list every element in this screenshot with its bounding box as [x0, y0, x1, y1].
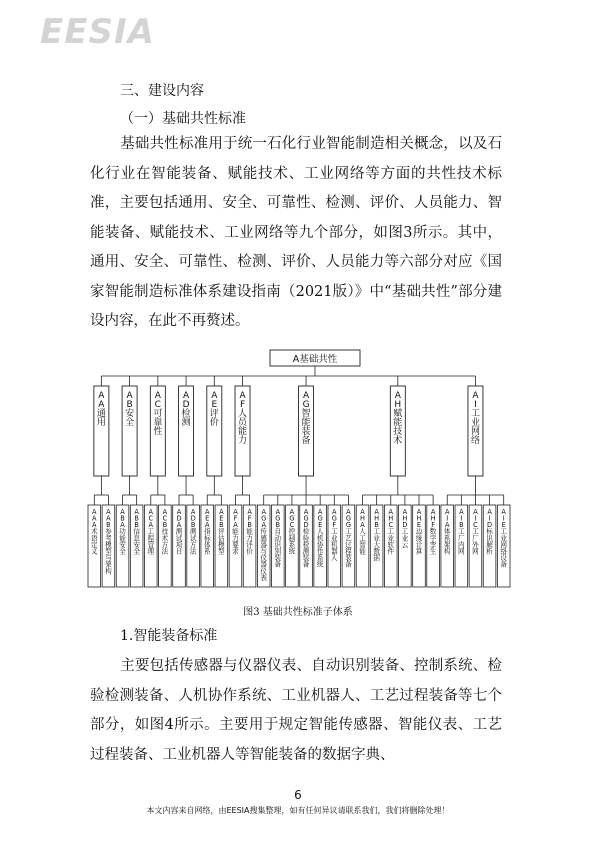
leaf-node-label: 工	[387, 527, 395, 536]
leaf-node-label: G	[261, 514, 267, 523]
leaf-node-label: A	[402, 507, 408, 516]
category-node-label: 评	[209, 409, 219, 420]
leaf-node-label: 数	[429, 527, 437, 536]
leaf-node-label: 估	[218, 534, 225, 543]
category-node-label: A	[98, 400, 105, 411]
category-node-label: A	[302, 391, 310, 402]
leaf-node-label: A	[261, 521, 266, 530]
leaf-node-label: I	[460, 514, 463, 523]
category-node-label: 可	[153, 409, 163, 420]
leaf-node-label: 业	[401, 534, 409, 543]
leaf-node-label: 模	[218, 540, 225, 549]
leaf-node-label: 业	[387, 534, 395, 543]
leaf-node-label: 备	[274, 560, 282, 569]
leaf-node-label: 定	[91, 540, 98, 549]
leaf-node-label: 自	[274, 527, 282, 536]
category-node-label: 术	[393, 436, 403, 447]
leaf-node-label: 识	[274, 540, 282, 549]
category-node-label: A	[239, 391, 246, 402]
leaf-node-label: F	[332, 521, 337, 530]
leaf-node-label: D	[303, 521, 309, 530]
footer-note: 本文内容来自网络，由EESIA搜集整理，如有任何异议请联系我们，我们将删除处理！	[146, 806, 450, 815]
root-node-label: A基础共性	[292, 354, 338, 365]
leaf-node-label: 构	[443, 547, 451, 556]
leaf-node-label: 协	[316, 540, 324, 549]
category-node-label: 能	[301, 418, 311, 429]
leaf-node-label: A	[134, 507, 139, 516]
leaf-node-label: 要	[232, 540, 239, 549]
leaf-node-label: 人	[330, 554, 338, 563]
leaf-node-label: 系	[443, 534, 451, 543]
leaf-node-label: 安	[119, 540, 126, 549]
leaf-node-label: A	[247, 507, 252, 516]
leaf-node-label: B	[106, 521, 111, 530]
leaf-node-label: A	[148, 521, 154, 530]
leaf-node-label: 技	[161, 527, 169, 536]
leaf-node-label: A	[106, 514, 111, 523]
category-node-label: 安	[125, 409, 135, 420]
leaf-node-label: A	[374, 507, 379, 516]
category-node-label: A	[98, 391, 105, 402]
leaf-node-label: A	[459, 507, 464, 516]
leaf-node-label: A	[148, 507, 154, 516]
leaf-node-label: E	[205, 514, 210, 523]
leaf-node-label: 安	[133, 540, 140, 549]
leaf-node-label: 力	[232, 534, 239, 543]
leaf-node-label: B	[459, 521, 464, 530]
category-node-label: A	[472, 391, 479, 402]
leaf-node-label: A	[444, 507, 450, 516]
leaf-node-label: 感	[260, 534, 268, 543]
item-title: 1.智能装备标准	[120, 628, 218, 644]
leaf-node-label: 全	[119, 547, 126, 556]
category-node-label: 赋	[393, 409, 403, 420]
leaf-node-label: G	[345, 514, 351, 523]
leaf-node-label: 算	[415, 547, 423, 556]
leaf-node-label: A	[487, 507, 492, 516]
leaf-node-label: 工	[373, 527, 380, 536]
eesia-logo: EESIA	[40, 12, 155, 52]
leaf-node-label: 业	[500, 534, 507, 543]
leaf-node-label: H	[360, 514, 366, 523]
category-node-label: A	[126, 391, 133, 402]
leaf-node-label: 动	[274, 534, 282, 543]
leaf-node-label: 评	[246, 540, 253, 549]
category-node-label: I	[474, 400, 477, 411]
leaf-node-label: 标	[486, 527, 493, 536]
leaf-node-label: B	[134, 521, 139, 530]
leaf-node-label: 信	[133, 527, 140, 536]
leaf-node-label: A	[444, 521, 450, 530]
leaf-node-label: 字	[429, 534, 437, 543]
leaf-node-label: 测	[175, 527, 183, 536]
leaf-node-label: 语	[91, 534, 98, 543]
leaf-node-label: 与	[260, 547, 268, 556]
leaf-node-label: 孪	[429, 540, 437, 549]
category-node-label: F	[239, 400, 246, 411]
leaf-node-label: 厂	[472, 534, 479, 543]
leaf-node-label: D	[176, 514, 182, 523]
leaf-node-label: 工	[345, 527, 352, 536]
leaf-node-label: B	[247, 521, 252, 530]
category-node-label: 网	[470, 427, 480, 438]
leaf-node-label: A	[190, 507, 196, 516]
leaf-node-label: 价	[246, 547, 253, 556]
leaf-node-label: 构	[105, 567, 112, 576]
leaf-node-label: 与	[105, 554, 112, 563]
leaf-node-label: 数	[373, 547, 380, 556]
leaf-node-label: A	[430, 507, 436, 516]
category-node-label: 检	[181, 409, 191, 420]
leaf-node-label: A	[332, 507, 337, 516]
leaf-node-label: 工	[401, 527, 409, 536]
leaf-node-label: 识	[486, 534, 493, 543]
category-node-label: 备	[301, 436, 311, 447]
leaf-node-label: 检	[302, 527, 310, 536]
leaf-node-label: A	[162, 507, 168, 516]
category-node-label: 性	[153, 427, 163, 438]
leaf-node-label: 机	[316, 534, 324, 543]
leaf-node-label: 试	[189, 534, 197, 543]
leaf-node-label: F	[247, 514, 252, 523]
leaf-node-label: 别	[274, 547, 282, 556]
leaf-node-label: 设	[500, 554, 507, 563]
leaf-node-label: 术	[91, 527, 98, 536]
leaf-node-label: 验	[302, 534, 310, 543]
leaf-node-label: D	[487, 521, 493, 530]
category-node-label: 络	[470, 436, 480, 447]
leaf-node-label: A	[92, 507, 97, 516]
leaf-node-label: H	[430, 514, 436, 523]
leaf-node-label: C	[162, 514, 168, 523]
leaf-node-label: 评	[218, 527, 225, 536]
leaf-node-label: C	[388, 521, 394, 530]
leaf-node-label: 义	[91, 547, 98, 556]
smart-equipment-paragraph	[90, 652, 502, 770]
category-node-label: 员	[238, 418, 248, 429]
leaf-node-label: 工	[330, 527, 338, 536]
leaf-node-label: 艺	[345, 534, 352, 543]
page-number: 6	[294, 788, 302, 802]
leaf-node-label: 标	[203, 534, 211, 543]
category-node-label: 人	[238, 409, 248, 420]
leaf-node-label: A	[92, 521, 97, 530]
leaf-node-label: 型	[105, 547, 112, 556]
leaf-node-label: A	[219, 507, 224, 516]
leaf-node-label: 计	[415, 540, 423, 549]
leaf-node-label: 备	[302, 560, 310, 569]
leaf-node-label: G	[275, 514, 281, 523]
leaf-node-label: 作	[316, 547, 324, 556]
category-node-label: 能	[238, 427, 248, 438]
leaf-node-label: A	[204, 521, 210, 530]
leaf-node-label: 程	[147, 534, 155, 543]
leaf-node-label: A	[233, 507, 238, 516]
leaf-node-label: 求	[232, 547, 239, 556]
leaf-node-label: 人	[359, 527, 366, 536]
leaf-node-label: G	[331, 514, 337, 523]
leaf-node-label: 传	[260, 527, 268, 536]
leaf-node-label: 体	[443, 527, 451, 536]
leaf-node-label: 表	[260, 573, 268, 582]
leaf-node-label: 解	[486, 540, 493, 549]
leaf-node-label: 制	[288, 534, 296, 543]
leaf-node-label: I	[474, 514, 477, 523]
category-node-label: A	[154, 391, 161, 402]
leaf-node-label: 工	[458, 527, 465, 536]
leaf-node-label: 模	[105, 540, 112, 549]
leaf-node-label: 件	[387, 547, 395, 556]
leaf-node-label: 边	[415, 527, 423, 536]
leaf-node-label: 目	[175, 547, 183, 556]
leaf-node-label: 考	[105, 534, 112, 543]
leaf-node-label: 装	[274, 554, 282, 563]
category-node-label: 力	[238, 436, 248, 447]
leaf-node-label: 系	[316, 554, 324, 563]
category-node-label: D	[182, 400, 190, 411]
leaf-node-label: A	[289, 507, 295, 516]
leaf-node-label: A	[416, 507, 422, 516]
leaf-node-label: 程	[345, 547, 352, 556]
leaf-node-label: 体	[203, 540, 211, 549]
leaf-node-label: A	[346, 507, 351, 516]
leaf-node-label: 云	[401, 540, 409, 549]
leaf-node-label: A	[303, 507, 309, 516]
category-node-label: 靠	[153, 418, 163, 429]
leaf-node-label: 机	[330, 540, 338, 549]
leaf-node-label: A	[176, 521, 182, 530]
leaf-node-label: F	[431, 521, 436, 530]
leaf-node-label: 功	[119, 527, 126, 536]
section-title: 三、建设内容	[120, 83, 204, 99]
leaf-node-label: 备	[345, 560, 352, 569]
leaf-node-label: H	[388, 514, 394, 523]
leaf-node-label: 器	[260, 540, 268, 549]
category-node-label: 测	[181, 418, 191, 429]
leaf-node-label: 方	[189, 540, 197, 549]
leaf-node-label: B	[374, 521, 379, 530]
leaf-node-label: 器	[260, 560, 268, 569]
leaf-node-label: 参	[105, 527, 112, 536]
leaf-node-label: 外	[472, 540, 479, 549]
category-node-label: C	[154, 400, 161, 411]
leaf-node-label: A	[92, 514, 97, 523]
leaf-node-label: 内	[458, 540, 465, 549]
leaf-node-label: A	[233, 521, 238, 530]
category-node-label: 技	[393, 427, 403, 438]
leaf-node-label: A	[501, 507, 506, 516]
leaf-node-label: 控	[288, 527, 296, 536]
leaf-node-label: 试	[175, 534, 183, 543]
leaf-node-label: C	[289, 521, 295, 530]
leaf-node-label: H	[374, 514, 380, 523]
category-node-label: A	[394, 391, 401, 402]
leaf-node-label: 检	[302, 540, 310, 549]
leaf-node-label: 全	[133, 547, 140, 556]
category-node-label: 用	[96, 418, 106, 429]
leaf-node-label: E	[416, 521, 422, 530]
leaf-node-label: 息	[133, 534, 140, 543]
leaf-node-label: 仪	[260, 554, 268, 563]
leaf-node-label: 业	[330, 534, 338, 543]
leaf-node-label: 能	[246, 527, 253, 536]
leaf-node-label: A	[120, 521, 125, 530]
leaf-node-label: H	[402, 514, 408, 523]
leaf-node-label: 系	[203, 547, 211, 556]
smart-equipment-paragraph-text: 主要包括传感器与仪器仪表、自动识别装备、控制系统、检验检测装备、人机协作系统、工业机器人、工艺过程装备等七个部分，如图4所示。主要用于规定智能传感器、智能仪表、工艺过程装备、工业机器人等智能装备的数据字典、	[90, 658, 502, 763]
leaf-node-label: 方	[161, 540, 169, 549]
leaf-node-label: I	[446, 514, 449, 523]
leaf-node-label: G	[289, 514, 295, 523]
leaf-node-label: A	[317, 507, 323, 516]
leaf-node-label: 架	[105, 560, 112, 569]
leaf-node-label: D	[402, 521, 408, 530]
leaf-node-label: A	[106, 507, 111, 516]
leaf-node-label: A	[473, 507, 478, 516]
leaf-node-label: G	[317, 514, 323, 523]
leaf-node-label: E	[318, 521, 323, 530]
leaf-node-label: B	[275, 521, 281, 530]
leaf-node-label: C	[473, 521, 478, 530]
leaf-node-label: B	[134, 514, 139, 523]
subsection-title: （一）基础共性标准	[120, 111, 246, 127]
leaf-node-label: 工	[359, 534, 366, 543]
leaf-node-label: G	[303, 514, 309, 523]
leaf-node-label: B	[120, 514, 125, 523]
leaf-node-label: 测	[189, 527, 197, 536]
category-node-label: G	[302, 400, 310, 411]
leaf-node-label: 指	[203, 527, 211, 536]
leaf-node-label: A	[261, 507, 266, 516]
category-node-label: 智	[301, 409, 311, 420]
leaf-node-label: A	[388, 507, 394, 516]
leaf-node-label: B	[190, 521, 196, 530]
leaf-node-label: 业	[373, 534, 380, 543]
intro-paragraph-text: 基础共性标准用于统一石化行业智能制造相关概念，以及石化行业在智能装备、赋能技术、工业网络等方面的共性技术标准，主要包括通用、安全、可靠性、检测、评价、人员能力、智能装备、赋能技术、工业网络等九个部分，如图3所示。其中，通用、安全、可靠性、检测、评价、人员能力等六部分对应《国家智能制造标准体系建设指南（2021版）》中“基础共性”部分建设内容，在此不再赘述。	[90, 136, 502, 329]
leaf-node-label: I	[488, 514, 491, 523]
category-node-label: 能	[393, 418, 403, 429]
leaf-node-label: 过	[345, 540, 352, 549]
leaf-node-label: 工	[472, 527, 479, 536]
leaf-node-label: 智	[359, 540, 366, 549]
leaf-node-label: 网	[472, 547, 479, 556]
leaf-node-label: 装	[302, 554, 310, 563]
leaf-node-label: 仪	[260, 567, 268, 576]
leaf-node-label: 能	[359, 547, 366, 556]
leaf-node-label: G	[345, 521, 351, 530]
leaf-node-label: A	[275, 507, 281, 516]
leaf-node-label: A	[360, 521, 365, 530]
leaf-node-label: 统	[288, 547, 296, 556]
category-node-label: A	[211, 391, 218, 402]
leaf-node-label: 生	[429, 547, 437, 556]
leaf-node-label: 法	[161, 547, 169, 556]
leaf-node-label: 络	[500, 547, 507, 556]
category-node-label: B	[126, 400, 133, 411]
leaf-node-label: C	[148, 514, 154, 523]
leaf-node-label: 能	[232, 527, 239, 536]
leaf-node-label: 网	[500, 540, 507, 549]
leaf-node-label: A	[360, 507, 365, 516]
leaf-node-label: I	[502, 514, 505, 523]
leaf-node-label: 器	[330, 547, 338, 556]
leaf-node-label: 理	[147, 547, 155, 556]
leaf-node-label: H	[416, 514, 422, 523]
leaf-node-label: D	[190, 514, 196, 523]
category-node-label: E	[211, 400, 218, 411]
category-node-label: H	[394, 400, 402, 411]
leaf-node-label: B	[162, 521, 168, 530]
leaf-node-label: E	[501, 521, 506, 530]
category-node-label: 通	[96, 409, 106, 420]
leaf-node-label: A	[176, 507, 182, 516]
leaf-node-label: 法	[189, 547, 197, 556]
leaf-node-label: B	[219, 521, 224, 530]
category-node-label: 业	[470, 418, 480, 429]
leaf-node-label: 大	[373, 540, 380, 549]
leaf-node-label: A	[204, 507, 210, 516]
leaf-node-label: 统	[316, 560, 324, 569]
leaf-node-label: 备	[500, 560, 507, 569]
leaf-node-label: 架	[443, 540, 451, 549]
category-node-label: 工	[470, 409, 480, 420]
leaf-node-label: 管	[147, 540, 155, 549]
leaf-node-label: 网	[458, 547, 465, 556]
leaf-node-label: F	[233, 514, 238, 523]
leaf-node-label: 人	[316, 527, 324, 536]
leaf-node-label: 系	[288, 540, 296, 549]
leaf-node-label: 缘	[415, 534, 423, 543]
leaf-node-label: A	[120, 507, 125, 516]
leaf-node-label: 测	[302, 547, 310, 556]
leaf-node-label: 力	[246, 534, 253, 543]
leaf-node-label: 厂	[458, 534, 465, 543]
leaf-node-label: E	[219, 514, 224, 523]
leaf-node-label: 项	[175, 540, 183, 549]
category-node-label: 价	[209, 418, 219, 429]
leaf-node-label: 术	[161, 534, 169, 543]
leaf-node-label: 能	[119, 534, 126, 543]
category-node-label: 装	[301, 427, 311, 438]
leaf-node-label: 软	[387, 540, 395, 549]
figure-caption: 图3 基础共性标准子体系	[243, 607, 353, 618]
leaf-node-label: 工	[500, 527, 507, 536]
leaf-node-label: 工	[147, 527, 155, 536]
leaf-node-label: 据	[373, 554, 380, 563]
category-node-label: A	[182, 391, 190, 402]
leaf-node-label: 装	[345, 554, 352, 563]
category-node-label: 全	[125, 418, 135, 429]
leaf-node-label: 型	[218, 547, 225, 556]
leaf-node-label: 析	[486, 547, 493, 556]
